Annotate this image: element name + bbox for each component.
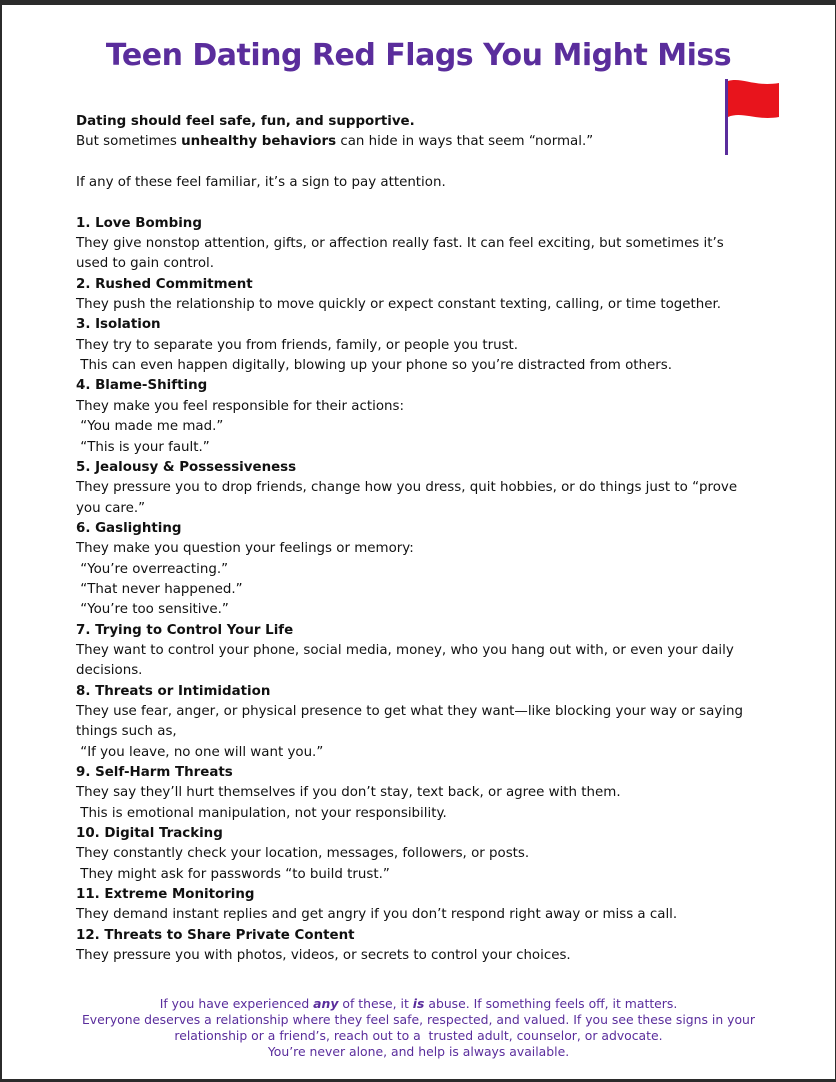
red-flag-description-line: They might ask for passwords “to build trust.” xyxy=(76,866,390,882)
red-flag-title: 11. Extreme Monitoring xyxy=(76,887,255,903)
intro-line-2-start: But sometimes xyxy=(76,134,182,150)
footer-line-1 xyxy=(62,996,775,1012)
main-content xyxy=(76,112,776,966)
red-flag-item xyxy=(76,926,776,967)
red-flag-item xyxy=(76,682,776,763)
red-flag-title: 8. Threats or Intimidation xyxy=(76,683,271,699)
footer-line-4: You’re never alone, and help is always available. xyxy=(267,1044,570,1059)
footer-line-1-c: abuse. If something feels off, it matters. xyxy=(424,996,678,1011)
red-flag-description-line: “That never happened.” xyxy=(76,581,243,597)
red-flag-description-line: used to gain control. xyxy=(76,256,214,272)
red-flag-title: 10. Digital Tracking xyxy=(76,826,223,842)
intro-line-2 xyxy=(76,132,776,152)
red-flag-description-line: “This is your fault.” xyxy=(76,439,210,455)
red-flag-item xyxy=(76,275,776,316)
red-flag-description-line: “If you leave, no one will want you.” xyxy=(76,744,324,760)
red-flag-list xyxy=(76,214,776,967)
red-flag-description-line: They make you feel responsible for their actions: xyxy=(76,398,404,414)
red-flag-description-line: They make you question your feelings or memory: xyxy=(76,541,414,557)
red-flag-title: 12. Threats to Share Private Content xyxy=(76,927,355,943)
red-flag-item xyxy=(76,824,776,885)
red-flag-title: 3. Isolation xyxy=(76,317,161,333)
footer-emphasis-any: any xyxy=(313,996,339,1011)
page-title: Teen Dating Red Flags You Might Miss xyxy=(105,38,732,73)
red-flag-description-line: “You’re overreacting.” xyxy=(76,561,229,577)
intro-line-2-end: can hide in ways that seem “normal.” xyxy=(336,134,594,150)
intro-line-3: If any of these feel familiar, it’s a sign to pay attention. xyxy=(76,175,446,191)
red-flag-description-line: They try to separate you from friends, family, or people you trust. xyxy=(76,337,519,353)
red-flag-description-line: They pressure you with photos, videos, or secrets to control your choices. xyxy=(76,948,571,964)
red-flag-description-line: you care.” xyxy=(76,500,146,516)
red-flag-description-line: They say they’ll hurt themselves if you don’t stay, text back, or agree with them. xyxy=(76,785,621,801)
red-flag-title: 4. Blame-Shifting xyxy=(76,378,208,394)
intro-bold-line: Dating should feel safe, fun, and supportive. xyxy=(76,114,415,129)
spacer xyxy=(76,193,776,213)
red-flag-item xyxy=(76,519,776,621)
red-flag-item xyxy=(76,621,776,682)
red-flag-description-line: They push the relationship to move quickly or expect constant texting, calling, or time together. xyxy=(76,297,722,313)
red-flag-description-line: decisions. xyxy=(76,663,143,679)
intro-emphasis: unhealthy behaviors xyxy=(181,134,337,150)
red-flag-title: 6. Gaslighting xyxy=(76,520,182,536)
spacer xyxy=(76,153,776,173)
red-flag-title: 2. Rushed Commitment xyxy=(76,276,253,292)
red-flag-title: 7. Trying to Control Your Life xyxy=(76,622,294,638)
red-flag-description-line: They demand instant replies and get angry if you don’t respond right away or miss a call. xyxy=(76,907,678,923)
red-flag-description-line: “You’re too sensitive.” xyxy=(76,602,229,618)
red-flag-description-line: things such as, xyxy=(76,724,177,740)
footer-line-1-b: of these, it xyxy=(338,996,413,1011)
red-flag-item xyxy=(76,885,776,926)
red-flag-item xyxy=(76,458,776,519)
red-flag-item xyxy=(76,763,776,824)
red-flag-description-line: “You made me mad.” xyxy=(76,419,224,435)
red-flag-description-line: They give nonstop attention, gifts, or affection really fast. It can feel exciting, but sometimes it’s xyxy=(76,236,724,252)
footer-line-2: Everyone deserves a relationship where they feel safe, respected, and valued. If you see these signs in your xyxy=(81,1012,756,1027)
red-flag-title: 1. Love Bombing xyxy=(76,215,202,231)
red-flag-item xyxy=(76,376,776,457)
red-flag-description-line: They use fear, anger, or physical presence to get what they want—like blocking your way or saying xyxy=(76,703,744,719)
red-flag-description-line: They constantly check your location, messages, followers, or posts. xyxy=(76,846,530,862)
footer-emphasis-is: is xyxy=(412,996,425,1011)
red-flag-description-line: This is emotional manipulation, not your responsibility. xyxy=(76,805,447,821)
red-flag-description-line: They want to control your phone, social media, money, who you hang out with, or even your daily xyxy=(76,642,734,658)
red-flag-item xyxy=(76,214,776,275)
footer-line-1-a: If you have experienced xyxy=(159,996,314,1011)
red-flag-title: 9. Self-Harm Threats xyxy=(76,765,233,780)
red-flag-title: 5. Jealousy & Possessiveness xyxy=(76,459,297,475)
red-flag-description-line: This can even happen digitally, blowing up your phone so you’re distracted from others. xyxy=(76,358,672,374)
red-flag-item xyxy=(76,315,776,376)
red-flag-description-line: They pressure you to drop friends, change how you dress, quit hobbies, or do things just to “prove xyxy=(76,480,738,496)
footer-message xyxy=(62,996,775,1060)
footer-line-3: relationship or a friend’s, reach out to a trusted adult, counselor, or advocate. xyxy=(174,1028,663,1043)
